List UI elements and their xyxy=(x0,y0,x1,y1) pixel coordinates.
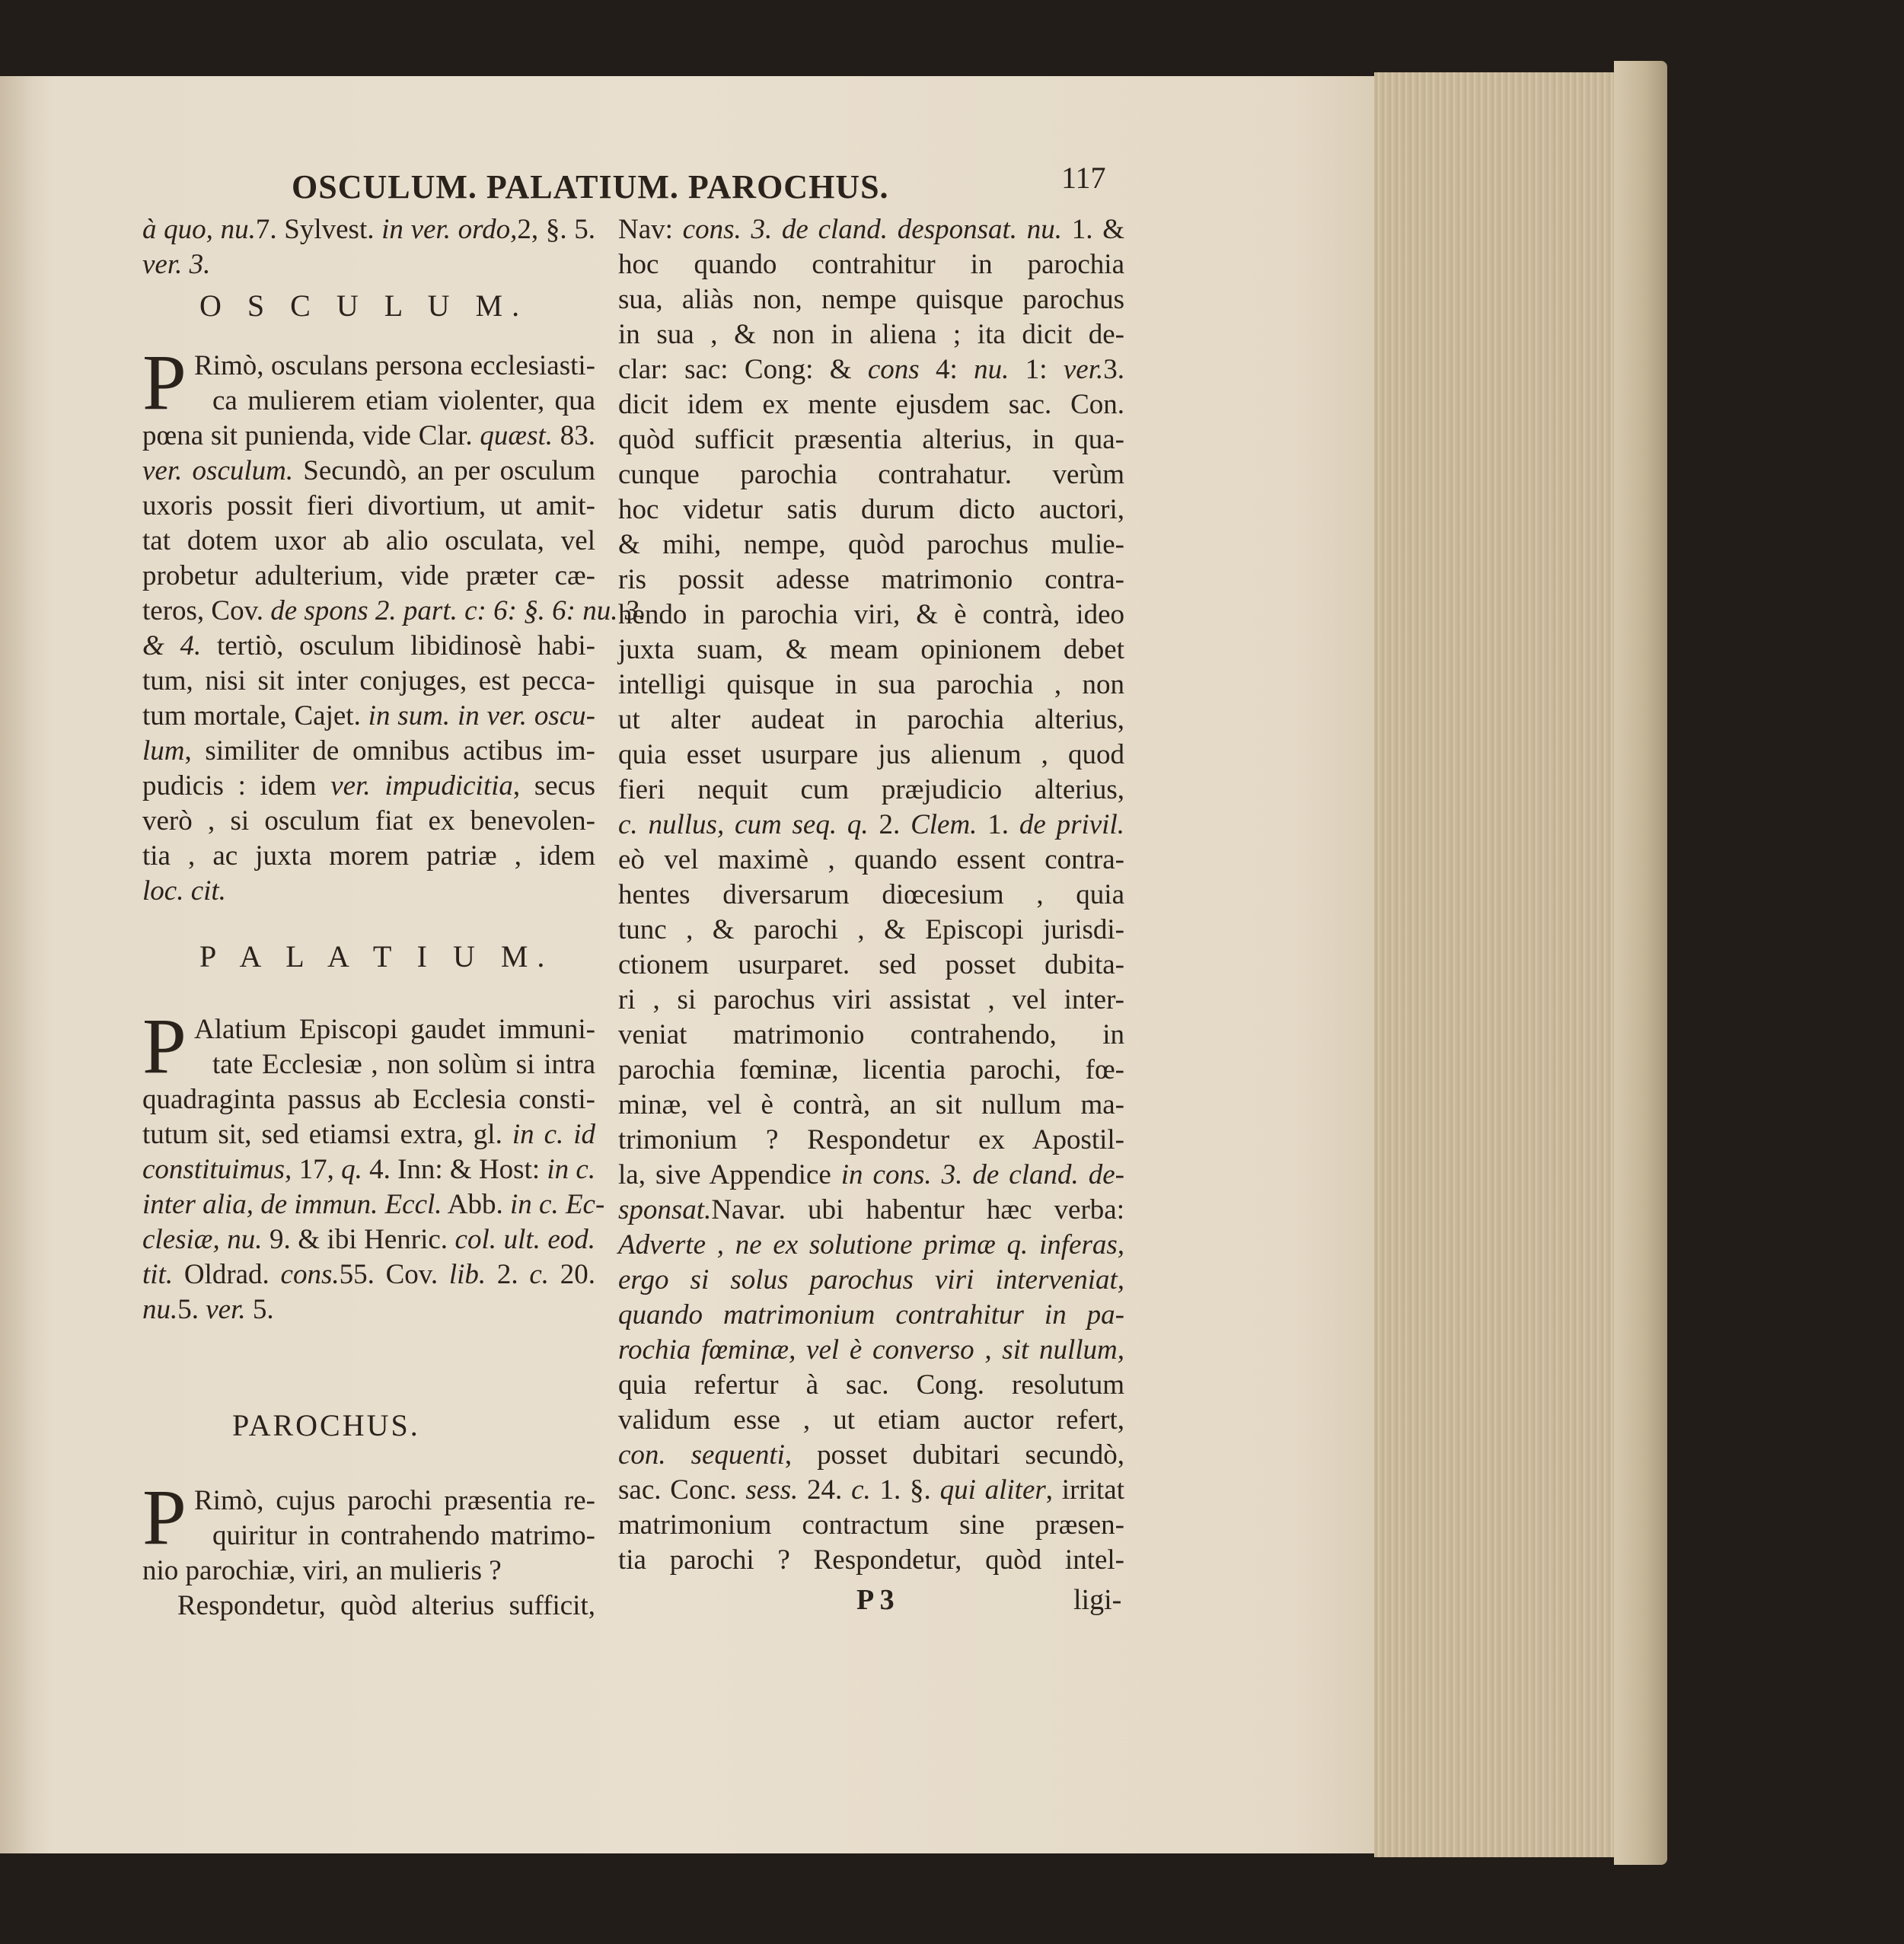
roman-text: ris possit adesse matrimonio contra- xyxy=(618,564,1124,595)
section-heading-palatium: P A L A T I U M. xyxy=(199,939,554,974)
roman-text: 1. §. xyxy=(870,1474,940,1506)
italic-citation: cons. 3. de cland. desponsat. nu. xyxy=(682,214,1062,245)
text-line xyxy=(618,387,1124,422)
text-line xyxy=(618,457,1124,492)
roman-text: Rimò, osculans persona ecclesiasti- xyxy=(194,350,595,381)
osculum-paragraph xyxy=(142,339,646,909)
roman-text: uxoris possit fieri divortium, ut amit- xyxy=(142,490,595,521)
text-line xyxy=(142,1082,595,1117)
text-line xyxy=(142,1257,595,1292)
roman-text: , irritat xyxy=(1045,1474,1124,1506)
roman-text: pudicis : idem xyxy=(142,770,331,802)
text-line xyxy=(618,1088,1124,1123)
text-line xyxy=(142,247,595,282)
text-line xyxy=(142,1187,605,1222)
roman-text: 20. xyxy=(549,1259,596,1290)
text-line xyxy=(618,1298,1124,1333)
roman-text: juxta suam, & meam opinionem debet xyxy=(618,634,1124,665)
roman-text: 2. xyxy=(486,1259,530,1290)
roman-text: ut alter audeat in parochia alterius, xyxy=(618,704,1124,735)
roman-text: Nav: xyxy=(618,214,683,245)
running-header: OSCULUM. PALATIUM. PAROCHUS. xyxy=(292,168,889,206)
italic-citation: Clem. xyxy=(911,809,978,840)
roman-text: tutum sit, sed etiamsi extra, gl. xyxy=(142,1119,512,1150)
roman-text: tum mortale, Cajet. xyxy=(142,700,368,731)
roman-text: tunc , & parochi , & Episcopi jurisdi- xyxy=(618,914,1124,945)
text-line xyxy=(618,1263,1124,1298)
italic-citation: in c. xyxy=(547,1154,596,1185)
parochus-paragraph xyxy=(142,1474,595,1624)
text-line xyxy=(618,703,1124,738)
text-line xyxy=(618,808,1124,843)
text-line xyxy=(618,983,1124,1018)
italic-citation: de spons 2. part. c: 6: §. 6: nu. 3. xyxy=(270,595,646,626)
text-line xyxy=(618,562,1124,598)
text-line xyxy=(142,349,595,384)
text-line xyxy=(142,559,595,594)
italic-citation: quæst. xyxy=(480,420,553,451)
italic-citation: in sum. in ver. oscu- xyxy=(368,700,595,731)
roman-text: cunque parochia contrahatur. verùm xyxy=(618,459,1124,490)
text-line xyxy=(618,492,1124,527)
roman-text: Secundò, an per osculum xyxy=(293,455,595,486)
roman-text: nio parochiæ, viri, an mulieris ? xyxy=(142,1555,502,1586)
roman-text: verò , si osculum fiat ex benevolen- xyxy=(142,805,595,837)
drop-cap: P xyxy=(142,339,187,426)
roman-text: 4. Inn: & Host: xyxy=(362,1154,547,1185)
page-number: 117 xyxy=(1061,161,1106,195)
roman-text: 2. xyxy=(868,809,911,840)
italic-citation: in c. id xyxy=(512,1119,595,1150)
roman-text: quadraginta passus ab Ecclesia consti- xyxy=(142,1084,595,1115)
roman-text: eò vel maximè , quando essent contra- xyxy=(618,844,1124,875)
text-line xyxy=(618,843,1124,878)
text-line xyxy=(618,1158,1124,1193)
italic-citation: q. xyxy=(341,1154,362,1185)
roman-text: sac. Conc. xyxy=(618,1474,746,1506)
text-line xyxy=(618,1508,1124,1543)
roman-text: , similiter de omnibus actibus im- xyxy=(184,735,595,766)
text-line xyxy=(618,1368,1124,1403)
text-line xyxy=(142,1117,595,1152)
text-line xyxy=(618,1018,1124,1053)
roman-text: hentes diversarum diœcesium , quia xyxy=(618,879,1124,910)
text-line xyxy=(618,1193,1124,1228)
text-line xyxy=(142,1012,595,1047)
italic-citation: lum xyxy=(142,735,185,766)
italic-citation: Adverte , ne ex solutione primæ q. inferas, xyxy=(618,1229,1124,1260)
roman-text: tate Ecclesiæ , non solùm si intra xyxy=(212,1049,595,1080)
text-line xyxy=(142,1554,595,1589)
italic-citation: c. nullus, cum seq. q. xyxy=(618,809,869,840)
roman-text: la, sive Appendice xyxy=(618,1159,841,1190)
text-line xyxy=(142,594,646,629)
roman-text: hoc videtur satis durum dicto auctori, xyxy=(618,494,1124,525)
text-line xyxy=(618,247,1124,282)
text-line xyxy=(618,212,1124,247)
italic-citation: clesiæ, nu. xyxy=(142,1224,263,1255)
roman-text: ca mulierem etiam violenter, qua xyxy=(212,385,595,416)
italic-citation: nu. xyxy=(142,1294,178,1325)
roman-text: Rimò, cujus parochi præsentia re- xyxy=(194,1485,595,1516)
text-line xyxy=(142,664,595,699)
roman-text: Navar. ubi habentur hæc verba: xyxy=(711,1194,1124,1225)
roman-text: 9. & ibi Henric. xyxy=(262,1224,455,1255)
roman-text: tia parochi ? Respondetur, quòd intel- xyxy=(618,1544,1124,1576)
text-line xyxy=(618,913,1124,948)
roman-text: tertiò, osculum libidinosè habi- xyxy=(201,630,595,661)
text-line xyxy=(618,773,1124,808)
text-line xyxy=(618,1543,1124,1578)
italic-citation: con. sequenti xyxy=(618,1439,785,1471)
text-line xyxy=(142,839,595,874)
italic-citation: rochia fœminæ, vel è converso , sit nullum, xyxy=(618,1334,1124,1366)
italic-citation: constituimus, xyxy=(142,1154,292,1185)
roman-text: Oldrad. xyxy=(173,1259,281,1290)
italic-citation: tit. xyxy=(142,1259,174,1290)
text-line xyxy=(142,734,595,769)
italic-citation: ver. 3. xyxy=(142,249,211,280)
text-line xyxy=(142,769,595,804)
text-line xyxy=(142,804,595,839)
roman-text: quia esset usurpare jus alienum , quod xyxy=(618,739,1124,770)
text-line xyxy=(142,1483,595,1519)
text-line xyxy=(142,454,595,489)
italic-citation: de privil. xyxy=(1019,809,1124,840)
italic-citation: inter alia, de immun. Eccl. xyxy=(142,1189,442,1220)
text-line xyxy=(142,1519,595,1554)
roman-text: 55. Cov. xyxy=(339,1259,449,1290)
roman-text: probetur adulterium, vide præter cæ- xyxy=(142,560,595,591)
section-heading-parochus: PAROCHUS. xyxy=(232,1408,420,1442)
text-line xyxy=(618,1473,1124,1508)
text-line xyxy=(142,629,595,664)
italic-citation: ver. xyxy=(1063,354,1104,385)
roman-text: 17, xyxy=(292,1154,342,1185)
text-line xyxy=(142,1589,595,1624)
text-line xyxy=(618,878,1124,913)
roman-text: 4: xyxy=(919,354,974,385)
text-line xyxy=(142,1292,595,1327)
roman-text: , secus xyxy=(512,770,595,802)
text-line xyxy=(618,352,1124,387)
italic-citation: ergo si solus parochus viri interveniat, xyxy=(618,1264,1124,1295)
italic-citation: in ver. ordo, xyxy=(381,214,518,245)
palatium-paragraph xyxy=(142,1002,605,1327)
italic-citation: cons xyxy=(867,354,920,385)
italic-citation: sponsat. xyxy=(618,1194,712,1225)
text-line xyxy=(618,1228,1124,1263)
roman-text: hendo in parochia viri, & è contrà, ideo xyxy=(618,599,1124,630)
roman-text: 1: xyxy=(1009,354,1064,385)
roman-text: pœna sit punienda, vide Clar. xyxy=(142,420,480,451)
roman-text: intelligi quisque in sua parochia , non xyxy=(618,669,1124,700)
roman-text: teros, Cov. xyxy=(142,595,271,626)
italic-citation: ver. xyxy=(206,1294,246,1325)
italic-citation: sess. xyxy=(745,1474,799,1506)
roman-text: veniat matrimonio contrahendo, in xyxy=(618,1019,1124,1050)
roman-text: 5. xyxy=(245,1294,274,1325)
italic-citation: qui aliter xyxy=(939,1474,1046,1506)
roman-text: trimonium ? Respondetur ex Apostil- xyxy=(618,1124,1124,1155)
roman-text: 1. & xyxy=(1062,214,1124,245)
text-line xyxy=(142,1222,595,1257)
text-line xyxy=(618,668,1124,703)
text-line xyxy=(142,489,595,524)
text-line xyxy=(618,738,1124,773)
text-line xyxy=(142,1152,595,1187)
roman-text: tum, nisi sit inter conjuges, est pecca- xyxy=(142,665,595,696)
italic-citation: nu. xyxy=(974,354,1009,385)
text-line xyxy=(142,212,595,247)
roman-text: tat dotem uxor ab alio osculata, vel xyxy=(142,525,595,556)
roman-text: ctionem usurparet. sed posset dubita- xyxy=(618,949,1124,980)
italic-citation: in cons. 3. de cland. de- xyxy=(840,1159,1124,1190)
text-line xyxy=(618,1403,1124,1438)
right-column-text xyxy=(618,212,1124,1578)
section-heading-osculum: O S C U L U M. xyxy=(199,288,529,323)
drop-cap: P xyxy=(142,1002,187,1090)
page-edges-stack xyxy=(1374,72,1629,1857)
roman-text: hoc quando contrahitur in parochia xyxy=(618,249,1124,280)
italic-citation: c. xyxy=(529,1259,550,1290)
roman-text: , posset dubitari secundò, xyxy=(784,1439,1124,1471)
roman-text: quiritur in contrahendo matrimo- xyxy=(212,1520,595,1551)
italic-citation: c. xyxy=(851,1474,871,1506)
italic-citation: ver. impudicitia xyxy=(330,770,513,802)
roman-text: & mihi, nempe, quòd parochus mulie- xyxy=(618,529,1124,560)
text-line xyxy=(618,317,1124,352)
roman-text: dicit idem ex mente ejusdem sac. Con. xyxy=(618,389,1124,420)
roman-text: Respondetur, quòd alterius sufficit, xyxy=(177,1590,595,1621)
text-line xyxy=(142,874,595,909)
roman-text: 83. xyxy=(553,420,596,451)
italic-citation: ver. osculum. xyxy=(142,455,294,486)
text-line xyxy=(618,598,1124,633)
text-line xyxy=(142,1047,595,1082)
roman-text: tia , ac juxta morem patriæ , idem xyxy=(142,840,595,872)
roman-text: clar: sac: Cong: & xyxy=(618,354,868,385)
roman-text: fieri nequit cum præjudicio alterius, xyxy=(618,774,1124,805)
italic-citation: à quo, nu. xyxy=(142,214,256,245)
text-line xyxy=(618,1053,1124,1088)
roman-text: 24. xyxy=(798,1474,852,1506)
italic-citation: quando matrimonium contrahitur in pa- xyxy=(618,1299,1124,1331)
text-line xyxy=(618,633,1124,668)
text-line xyxy=(142,524,595,559)
italic-citation: cons. xyxy=(280,1259,340,1290)
roman-text: matrimonium contractum sine præsen- xyxy=(618,1509,1124,1541)
roman-text: sua, aliàs non, nempe quisque parochus xyxy=(618,284,1124,315)
text-line xyxy=(618,948,1124,983)
book-cover-edge xyxy=(1614,61,1667,1865)
text-line xyxy=(618,282,1124,317)
italic-citation: loc. cit. xyxy=(142,875,226,907)
roman-text: minæ, vel è contrà, an sit nullum ma- xyxy=(618,1089,1124,1120)
roman-text: Abb. xyxy=(442,1189,510,1220)
signature-mark: P 3 xyxy=(856,1584,895,1616)
text-line xyxy=(618,422,1124,457)
roman-text: 1. xyxy=(977,809,1019,840)
left-intro-text xyxy=(142,212,595,282)
text-line xyxy=(142,384,595,419)
italic-citation: in c. Ec- xyxy=(510,1189,605,1220)
italic-citation: lib. xyxy=(448,1259,486,1290)
roman-text: Alatium Episcopi gaudet immuni- xyxy=(194,1014,595,1045)
roman-text: 3. xyxy=(1103,354,1125,385)
roman-text: in sua , & non in aliena ; ita dicit de- xyxy=(618,319,1124,350)
roman-text: 5. xyxy=(177,1294,206,1325)
drop-cap: P xyxy=(142,1474,187,1561)
text-line xyxy=(142,699,595,734)
roman-text: 2, §. 5. xyxy=(517,214,596,245)
text-line xyxy=(618,527,1124,562)
roman-text: quia refertur à sac. Cong. resolutum xyxy=(618,1369,1124,1401)
text-line xyxy=(142,419,595,454)
italic-citation: & 4. xyxy=(142,630,202,661)
roman-text: ri , si parochus viri assistat , vel inter- xyxy=(618,984,1124,1015)
italic-citation: col. ult. eod. xyxy=(454,1224,595,1255)
text-line xyxy=(618,1333,1124,1368)
roman-text: 7. Sylvest. xyxy=(255,214,382,245)
catchword: ligi- xyxy=(1073,1584,1122,1616)
text-line xyxy=(618,1123,1124,1158)
text-line xyxy=(618,1438,1124,1473)
roman-text: quòd sufficit præsentia alterius, in qua- xyxy=(618,424,1124,455)
roman-text: parochia fœminæ, licentia parochi, fœ- xyxy=(618,1054,1124,1085)
roman-text: validum esse , ut etiam auctor refert, xyxy=(618,1404,1124,1436)
